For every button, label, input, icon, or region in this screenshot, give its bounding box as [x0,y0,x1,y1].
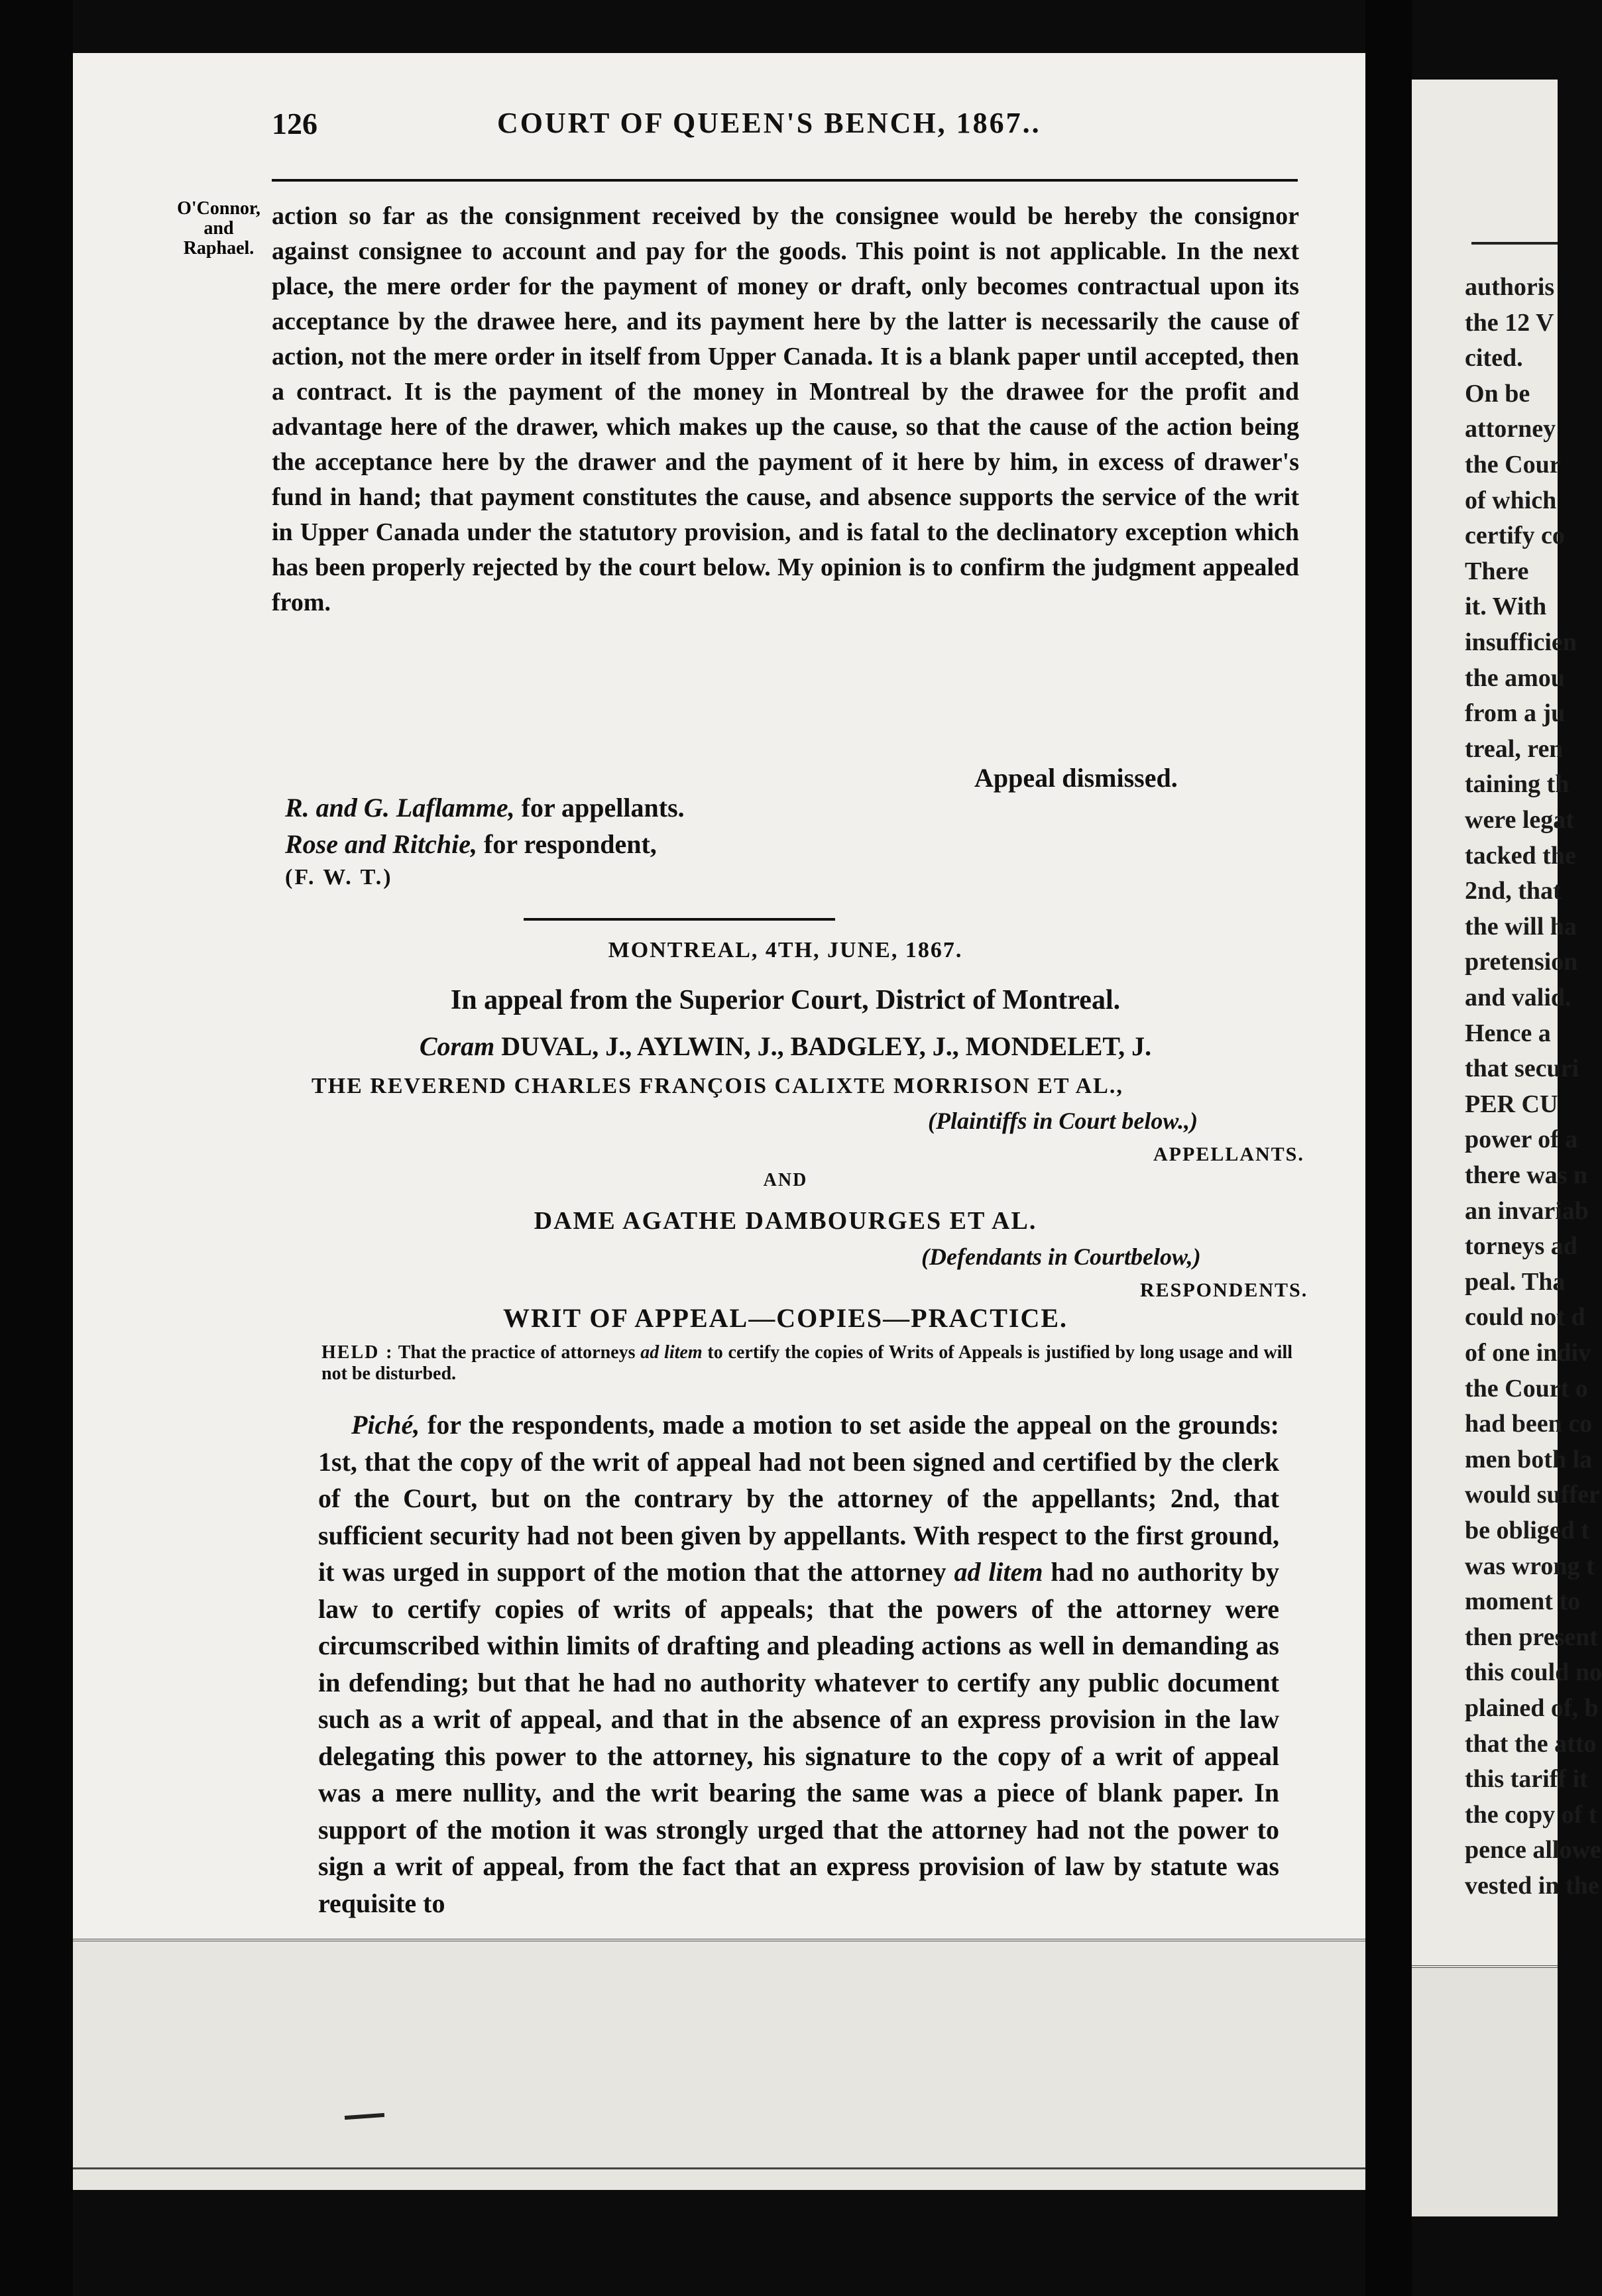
held-italic: ad litem [640,1342,703,1363]
next-page-text-fragment: 2nd, that [1465,877,1562,905]
next-page-text-fragment: and valid. [1465,984,1572,1011]
next-page-text-fragment: from a ju [1465,699,1566,728]
counsel-appellants [285,792,685,823]
next-page-text-fragment: the 12 V [1465,308,1554,337]
next-page-text-fragment: treal, ren [1465,734,1564,763]
coram-label: Coram [419,1031,495,1061]
held-note [321,1342,1292,1385]
paragraph-2 [318,1406,1279,1922]
case-coram [272,1031,1299,1062]
next-page-text-fragment: an invariab [1465,1196,1589,1225]
respondents-description: (Defendants in Courtbelow,) [921,1243,1201,1270]
next-page-text-fragment: the copy of t [1465,1800,1597,1829]
appeal-dismissed: Appeal dismissed. [974,763,1178,793]
and-separator: AND [763,1170,808,1190]
next-page-text-fragment: cited. [1465,344,1523,373]
next-page-text-fragment: vested in the [1465,1872,1599,1900]
next-page-text-fragment: the will ha [1465,912,1577,941]
case-dateline: MONTREAL, 4TH, JUNE, 1867. [608,938,963,962]
counsel-name-inline: Piché, [351,1410,420,1440]
header-rule [272,179,1298,182]
next-page-text-fragment: could not d [1465,1303,1585,1332]
reporter-initials: (F. W. T.) [285,865,393,890]
next-page-text-fragment: be obliged t [1465,1517,1589,1544]
next-page-text-fragment: the amou [1465,663,1565,692]
next-page-text-fragment: the Court o [1465,1374,1588,1403]
next-page-text-fragment: pretension [1465,948,1578,976]
next-page-text-fragment: certify co [1465,522,1565,550]
next-page-text-fragment: were legat [1465,806,1574,834]
next-page-text-fragment: insufficien [1465,628,1577,656]
next-page-text-fragment: this could no [1465,1658,1602,1687]
appellants-description: (Plaintiffs in Court below.,) [928,1108,1198,1134]
running-head: COURT OF QUEEN'S BENCH, 1867.. [497,107,1041,139]
section-divider [524,918,835,921]
case-subject: WRIT OF APPEAL—COPIES—PRACTICE. [502,1303,1068,1333]
book-gutter [1365,0,1412,2296]
next-page-text-fragment: power of a [1465,1125,1578,1154]
held-text: That the practice of attorneys [398,1342,636,1363]
next-page-text-fragment: torneys ad [1465,1232,1577,1261]
respondents-name: DAME AGATHE DAMBOURGES ET AL. [534,1207,1037,1235]
next-page-text-fragment: this tariff it [1465,1765,1588,1794]
next-page-text-fragment: had been co [1465,1410,1593,1438]
next-page-text-fragment: authoris [1465,273,1555,301]
next-page-text-fragment: then present [1465,1623,1598,1651]
margin-note-line: O'Connor, [177,198,260,219]
paragraph-2-text: had no authority by law to certify copies of writs of appeals; that the powers of the attorney were circumscribed within limits of drafting and pleading actions as well in demanding as in defending; but that he had no authority whatever to certify any public document such as a writ of appeal, and that in the absence of an express provision in the law delegating this power to the attorney, his signature to the copy of a writ of appeal was a mere nullity, and the writ bearing the same was a piece of blank paper. In support of the motion it was strongly urged that the attorney had not the power to sign a writ of appeal, from the fact that an express provision of law by statute was requisite to [318,1557,1280,1918]
counsel-name: Rose and Ritchie, [285,829,478,859]
page-lower-band [73,1939,1365,2190]
next-page-text-fragment: Hence a [1465,1019,1551,1047]
counsel-name: R. and G. Laflamme, [285,793,515,823]
next-page-text-fragment: tacked the [1465,841,1576,870]
next-page-text-fragment: that the atto [1465,1729,1597,1758]
next-page-text-fragment: attorney [1465,415,1556,443]
next-page-text-fragment: of one indiv [1465,1339,1591,1367]
counsel-respondent [285,829,657,860]
next-page-text-fragment: There [1465,557,1529,585]
held-label: HELD : [321,1342,394,1363]
page-header [272,106,1299,152]
next-page-text-fragment: the Cour [1465,451,1561,479]
respondents-role: RESPONDENTS. [1140,1279,1308,1301]
margin-note-line: and [203,218,234,239]
counsel-role: for appellants. [521,793,685,823]
paragraph-2-italic: ad litem [954,1557,1043,1587]
next-page-text-fragment: plained of, b [1465,1694,1599,1722]
next-page-text-fragment: that securi [1465,1055,1579,1083]
next-page-text-fragment: would suffer [1465,1481,1600,1509]
page-number: 126 [272,107,317,141]
paragraph-1: action so far as the consignment received by the consignee would be hereby the consignor against consignee to account and pay for the goods. This point is not applicable. In the next place, the mere order for the payment of money or draft, only becomes contractual upon its acceptance by the drawee here, and its payment here by the latter is necessarily the cause of action, not the mere order in itself from Upper Canada. It is a blank paper until accepted, then a contract. It is the payment of the money in Montreal by the drawee for the profit and advantage here of the drawer, which makes up the cause, so that the cause of the action being the acceptance here by the drawer and the payment of it here by him, in excess of drawer's fund in hand; that payment constitutes the cause, and absence supports the service of the writ in Upper Canada under the statutory provision, and is fatal to the declinatory exception which has been properly rejected by the court below. My opinion is to confirm the judgment appealed from. [272,202,1299,616]
coram-judges: DUVAL, J., AYLWIN, J., BADGLEY, J., MONDELET, J. [501,1031,1152,1061]
next-page-text-fragment: taining th [1465,770,1570,799]
next-page-head-rule [1471,242,1558,245]
next-page-text-fragment: there was n [1465,1161,1588,1189]
next-page-lower-band [1412,1965,1558,2216]
next-page-text-fragment: it. With [1465,593,1547,621]
next-page-text-fragment: peal. Tha [1465,1267,1566,1296]
appellants-name: THE REVEREND CHARLES FRANÇOIS CALIXTE MORRISON ET AL., [312,1074,1123,1098]
counsel-role: for respondent, [484,829,657,859]
appellants-role: APPELLANTS. [1153,1143,1304,1165]
next-page-text-fragment: was wrong t [1465,1552,1595,1580]
next-page-text-fragment: men both la [1465,1445,1593,1473]
paragraph-2-text: for the respondents, made a motion to set aside the appeal on the grounds: 1st, that the copy of the writ of appeal had not been signed and certified by the clerk of the Court, but on the contrary by the attorney of the appellants; 2nd, that sufficient security had not been given by appellants. With respect to the first ground, it was urged in support of the motion that the attorney [318,1410,1280,1587]
next-page-text-fragment: of which [1465,486,1557,514]
next-page-text-fragment: PER CU [1465,1090,1558,1118]
next-page-fragment [1412,80,1602,2214]
page-bottom-line [73,2167,1365,2169]
scan-left-edge [0,0,73,2296]
held-text: to certify the copies of Writs of Appeals is justified by long usage and will not be disturbed. [321,1342,1293,1384]
next-page-text-fragment: On be [1465,379,1530,408]
next-page-text-fragment: moment to [1465,1587,1581,1616]
margin-note-line: Raphael. [183,238,255,258]
next-page-text-fragment: pence allowe [1465,1836,1601,1865]
case-court: In appeal from the Superior Court, District of Montreal. [450,985,1121,1015]
